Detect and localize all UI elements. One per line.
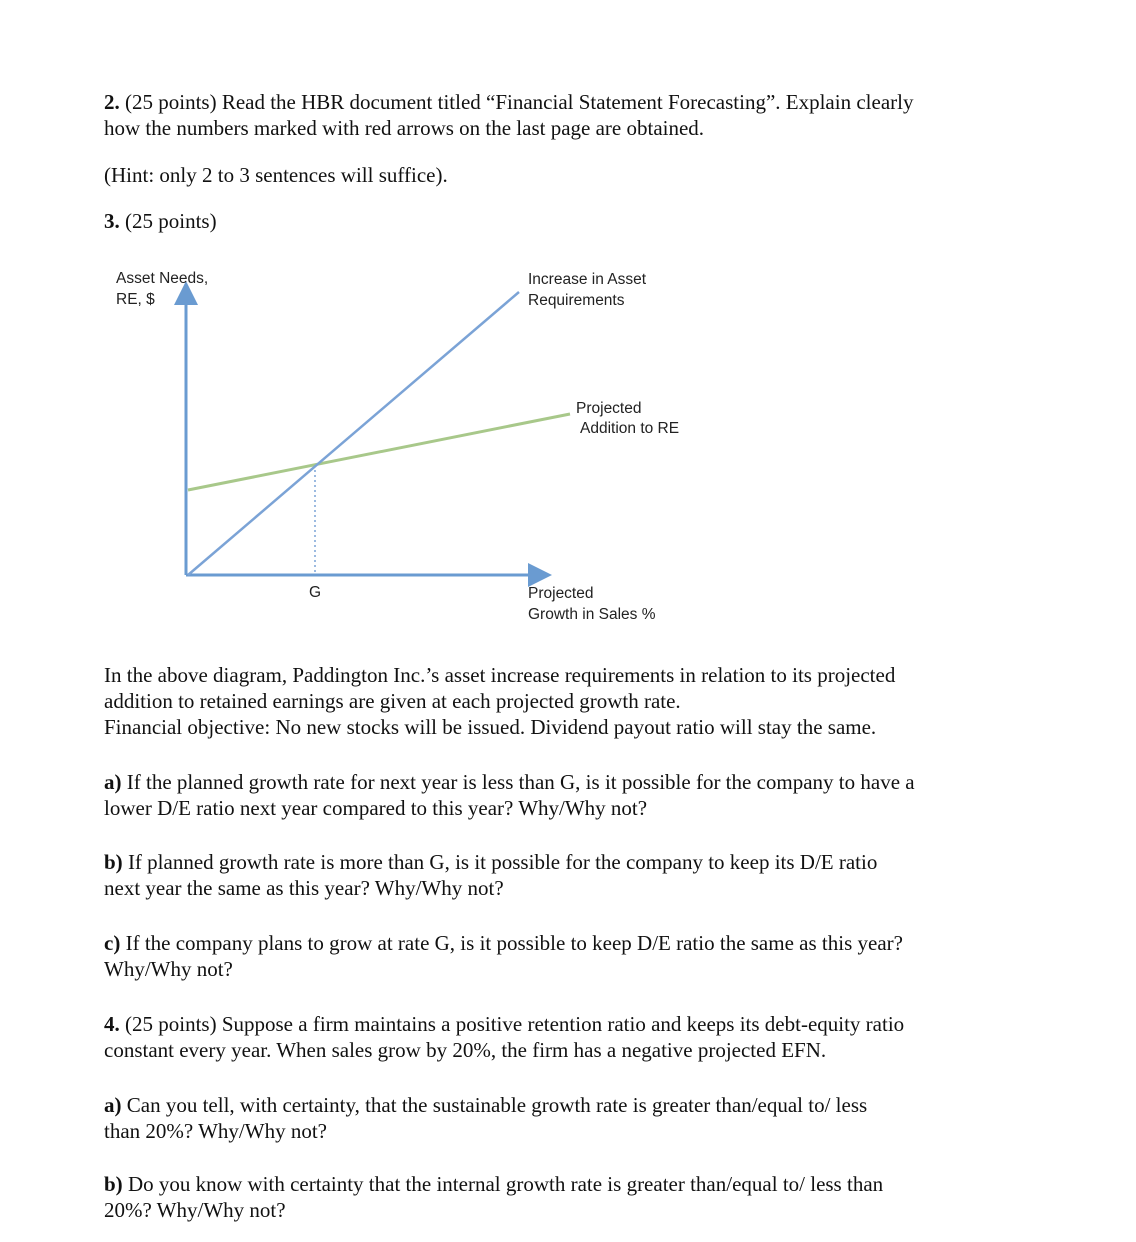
re-line-label-1: Projected: [576, 400, 642, 417]
q3-a-label: a): [104, 770, 122, 794]
q3-number: 3.: [104, 209, 120, 233]
y-axis-label-1: Asset Needs,: [116, 270, 209, 287]
q4-line1: (25 points) Suppose a firm maintains a positive retention ratio and keeps its debt-equity ratio: [125, 1012, 905, 1036]
q3-part-c: [104, 930, 1004, 982]
q3-intro-line2: addition to retained earnings are given at each projected growth rate.: [104, 689, 681, 713]
q3-intro-line3: Financial objective: No new stocks will be issued. Dividend payout ratio will stay the same.: [104, 715, 877, 739]
q4-part-b: [104, 1171, 1004, 1223]
q3-intro: [104, 662, 1004, 740]
q2-text: [104, 89, 1004, 141]
asset-line-label-1: Increase in Asset: [528, 271, 647, 288]
x-axis-label-2: Growth in Sales %: [528, 606, 656, 623]
asset-line-label-2: Requirements: [528, 292, 625, 309]
q3-intro-line1: In the above diagram, Paddington Inc.’s asset increase requirements in relation to its projected: [104, 663, 896, 687]
q4-b-label: b): [104, 1172, 123, 1196]
q3-b-line2: next year the same as this year? Why/Why not?: [104, 876, 504, 900]
q3-a-line2: lower D/E ratio next year compared to this year? Why/Why not?: [104, 796, 648, 820]
q4-part-a: [104, 1092, 1004, 1144]
q4-text: [104, 1011, 1004, 1063]
asset-line: [188, 292, 519, 575]
q2-line1: (25 points) Read the HBR document titled “Financial Statement Forecasting”. Explain clearly: [125, 90, 914, 114]
g-label: G: [309, 584, 322, 601]
y-axis-label-2: RE, $: [116, 291, 155, 308]
q4-number: 4.: [104, 1012, 120, 1036]
q4-line2: constant every year. When sales grow by 20%, the firm has a negative projected EFN.: [104, 1038, 827, 1062]
q3-part-a: [104, 769, 1004, 821]
q3-points: (25 points): [125, 209, 217, 233]
re-line-label-2: Addition to RE: [580, 420, 680, 437]
q4-a-line1: Can you tell, with certainty, that the sustainable growth rate is greater than/equal to/ less: [126, 1093, 868, 1117]
q3-c-line1: If the company plans to grow at rate G, is it possible to keep D/E ratio the same as this year?: [125, 931, 903, 955]
q2-hint: [104, 162, 1004, 188]
q4-a-line2: than 20%? Why/Why not?: [104, 1119, 327, 1143]
q3-c-label: c): [104, 931, 121, 955]
re-line: [188, 414, 570, 490]
x-axis-label-1: Projected: [528, 585, 594, 602]
q2-line2: how the numbers marked with red arrows on the last page are obtained.: [104, 116, 705, 140]
q3-heading: [104, 208, 1004, 234]
q2-number: 2.: [104, 90, 120, 114]
q3-b-line1: If planned growth rate is more than G, is it possible for the company to keep its D/E ratio: [127, 850, 878, 874]
q4-a-label: a): [104, 1093, 122, 1117]
q3-part-b: [104, 849, 1004, 901]
q4-b-line1: Do you know with certainty that the internal growth rate is greater than/equal to/ less than: [127, 1172, 884, 1196]
q3-b-label: b): [104, 850, 123, 874]
q4-b-line2: 20%? Why/Why not?: [104, 1198, 286, 1222]
q3-c-line2: Why/Why not?: [104, 957, 233, 981]
q3-a-line1: If the planned growth rate for next year is less than G, is it possible for the company to have a: [126, 770, 915, 794]
q2-hint-text: (Hint: only 2 to 3 sentences will suffice).: [104, 163, 448, 187]
